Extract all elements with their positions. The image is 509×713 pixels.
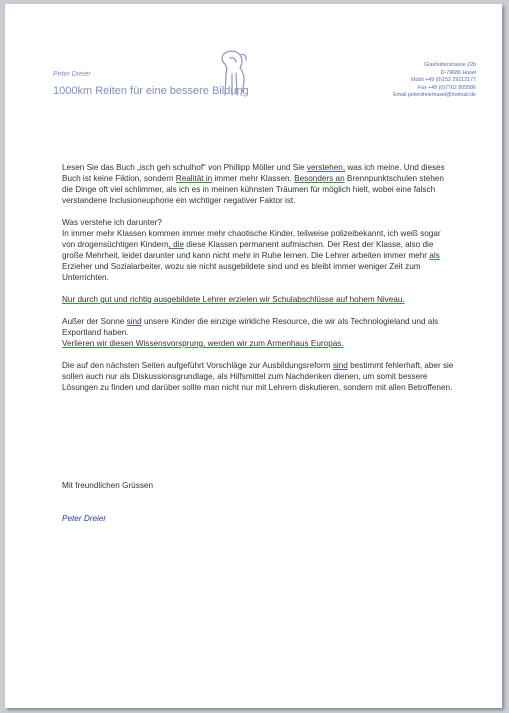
text-run: was ich meine. Und dieses Buch ist keine Fiktion, sondern: [62, 163, 445, 183]
document-page: [5, 4, 502, 708]
text-run: Außer der Sonne: [62, 317, 127, 326]
text-run: Die auf den nächsten Seiten aufgeführt Vorschläge zur Ausbildungsreform: [62, 361, 333, 370]
paragraph-4: [62, 316, 454, 349]
grammar-marked-text: Verlieren wir diesen Wissensvorsprung, werden wir zum Armenhaus Europas.: [62, 339, 344, 348]
spelling-marked-text: sind: [332, 361, 348, 370]
spelling-marked-text: verstehen,: [306, 163, 346, 172]
closing-greeting: Mit freundlichen Grüssen: [62, 481, 154, 490]
text-run: diese Klassen permanent aufmischen. Der Rest der Klasse, also die große Mehrheit, leidet darunter und kann nicht mehr in Ruhe lernen. Die Lehrer arbeiten immer mehr: [62, 240, 434, 260]
grammar-marked-text: Nur durch gut und richtig ausgebildete Lehrer erzielen wir Schulabschlüsse auf hohem Niveau.: [62, 295, 405, 304]
letterhead-name: Peter Dreier: [53, 71, 91, 78]
text-run: In immer mehr Klassen kommen immer mehr chaotische Kinder, teilweise polizeibekannt, ich weiß sogar von drogensüchtigen Kindern: [62, 229, 441, 249]
signature: Peter Dreier: [62, 514, 107, 523]
paragraph-1: [62, 162, 454, 206]
paragraph-2: [62, 217, 454, 283]
text-run: Brennpunktschulen stehen die Dinge oft viel schlimmer, als ich es in meinen kühnsten Träumen für möglich hielt, wobei eine falsch verstandene Inclusioneuphorie ein wichtiger negativer Faktor ist.: [62, 174, 444, 205]
grammar-marked-text: , die: [168, 240, 184, 249]
sender-address-block: [336, 62, 476, 100]
paragraph-3: [62, 294, 454, 305]
letterhead-title: 1000km Reiten für eine bessere Bildung: [53, 85, 249, 97]
horse-logo-icon: [210, 48, 254, 98]
grammar-marked-text: Besonders an: [294, 174, 345, 183]
text-run: Lesen Sie das Buch „isch geh schulhof“ von Phillipp Möller und Sie: [62, 163, 307, 172]
text-run: immer mehr Klassen.: [212, 174, 295, 183]
grammar-marked-text: als: [429, 251, 440, 260]
address-fax: Fax +49 (0)7762 805586: [417, 84, 476, 91]
address-city: D-79686 Hasel: [440, 69, 476, 76]
address-street: Glashütterstrasse 22b: [424, 62, 476, 68]
address-email: Email peterdreierhasel@hotmail.de: [393, 92, 476, 99]
letter-body: [62, 162, 454, 404]
address-mobile: Mobil +49 (0)152 29212177: [411, 77, 476, 84]
text-run: Erzieher und Sozialarbeiter, wozu sie nicht ausgebildete sind und es bleibt immer weniger Zeit zum Unterrichten.: [62, 262, 421, 282]
paragraph-question: Was verstehe ich darunter?: [62, 218, 162, 227]
text-run: unsere Kinder die einzige wirkliche Resource, die wir als Technologieland und als Exportland haben.: [62, 317, 439, 337]
grammar-marked-text: Realität in: [175, 174, 213, 183]
text-run: bestimmt fehlerhaft, aber sie sollen auch nur als Diskussionsgrundlage, als Hilfsmittel zum Nachdenken dienen, um somit bessere Lösungen zu finden und darüber sollte man nicht nur mit Lehrern diskutieren, sondern mit allen Betroffenen.: [62, 361, 454, 392]
spelling-marked-text: sind: [126, 317, 142, 326]
paragraph-5: [62, 360, 454, 393]
